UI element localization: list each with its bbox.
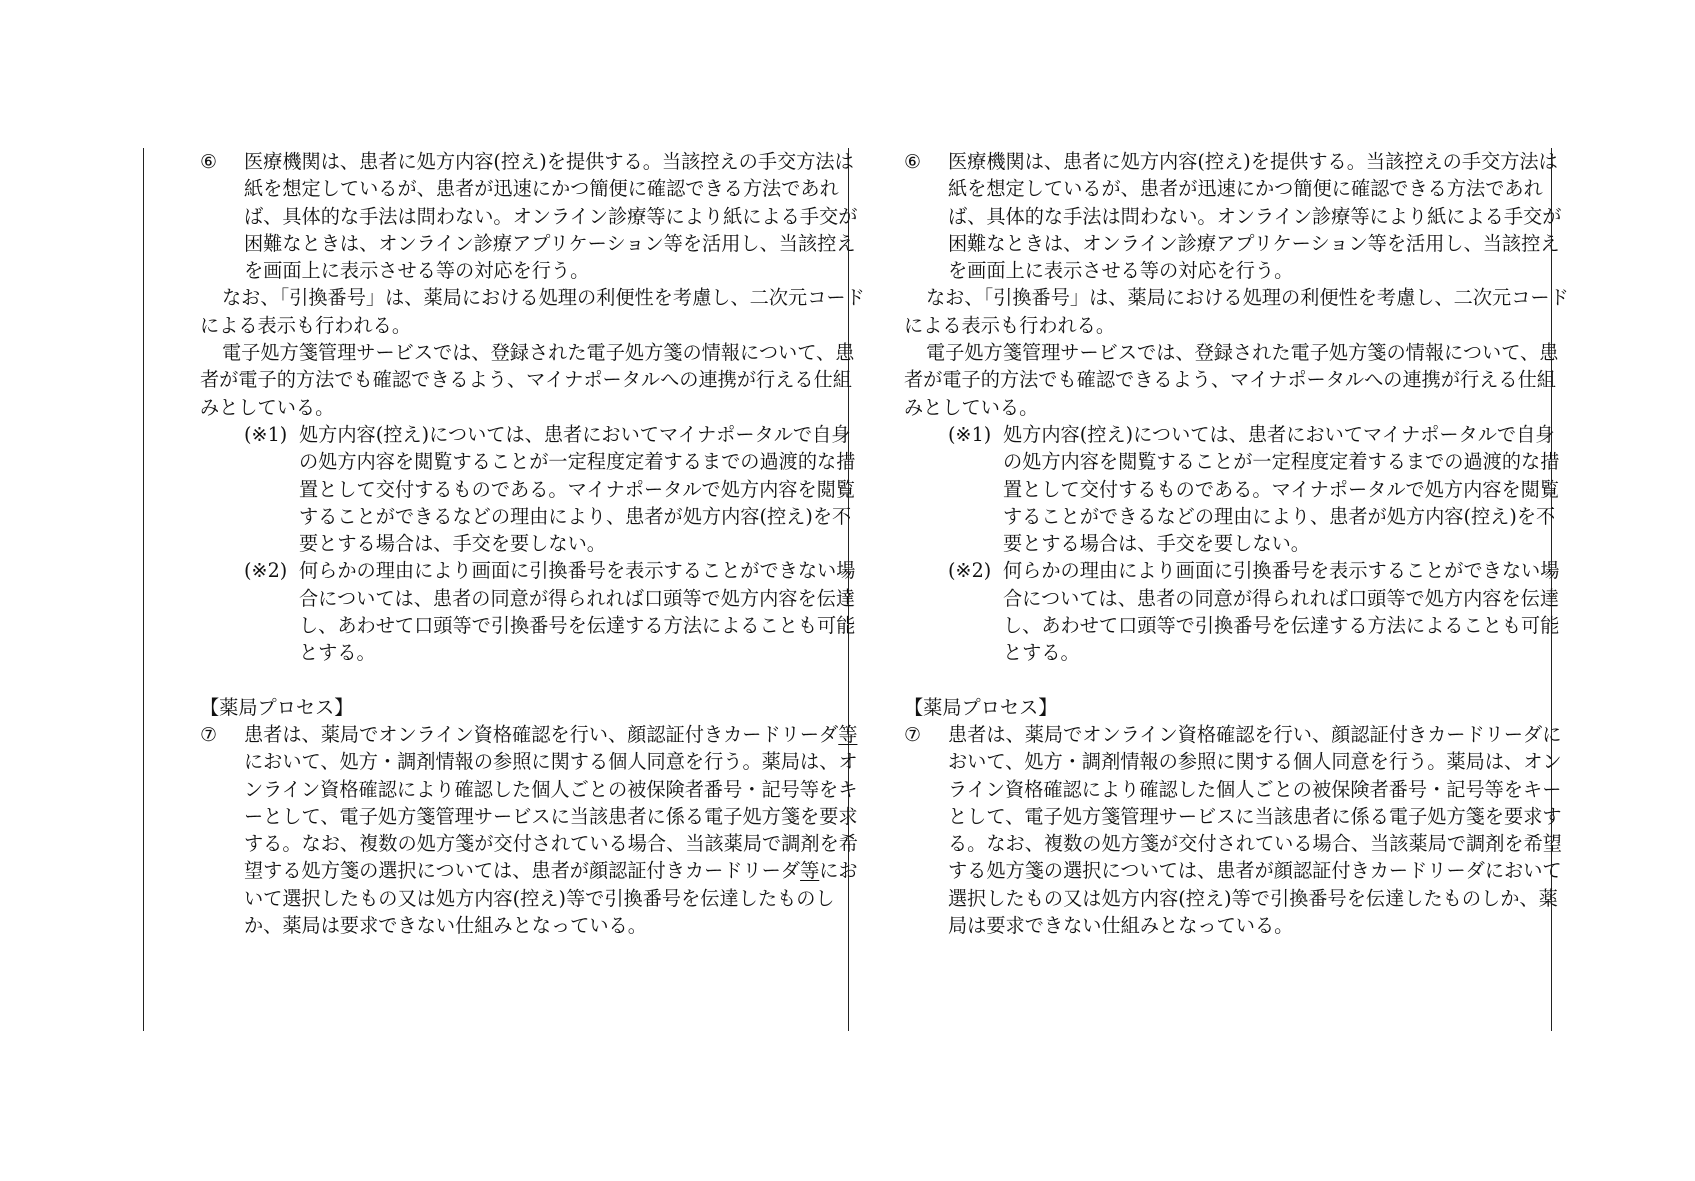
right-item-6-text: 医療機関は、患者に処方内容(控え)を提供する。当該控えの手交方法は紙を想定しているが、患者が迅速にかつ簡便に確認できる方法であれば、具体的な手法は問わない。オンライン診療等により紙による手交が困難なときは、オンライン診療アプリケーション等を活用し、当該控えを画面上に表示させる等の対応を行う。 — [948, 150, 1562, 283]
left-item-7 — [200, 721, 866, 939]
right-item-7-number: ⑦ — [904, 722, 922, 746]
right-item-6 — [904, 148, 1570, 284]
right-paragraph-exchange-number: なお、「引換番号」は、薬局における処理の利便性を考慮し、二次元コードによる表示も行われる。 — [904, 286, 1569, 337]
left-note-2-text: 何らかの理由により画面に引換番号を表示することができない場合については、患者の同意が得られれば口頭等で処方内容を伝達し、あわせて口頭等で引換番号を伝達する方法によることも可能とする。 — [299, 559, 856, 665]
left-item-6-number: ⑥ — [200, 150, 218, 173]
right-column — [904, 148, 1570, 939]
left-item-7-number: ⑦ — [200, 722, 218, 746]
right-note-1-label: (※1) — [948, 422, 992, 446]
right-note-1 — [948, 421, 1570, 557]
left-item-7-text-part-2: において、処方・調剤情報の参照に関する個人同意を行う。薬局は、オンライン資格確認により確認した個人ごとの被保険者番号・記号等をキーとして、電子処方箋管理サービスに当該患者に係る電子処方箋を要求する。なお、複数の処方箋が交付されている場合、当該薬局で調剤を希望する処方箋の選択については、患者が顔認証付きカードリーダ — [244, 750, 858, 883]
left-column — [200, 148, 866, 939]
left-column-rule — [143, 148, 144, 1031]
left-item-7-underlined-2: 等 — [800, 859, 820, 883]
left-note-2-label: (※2) — [244, 559, 288, 583]
left-section-heading: 【薬局プロセス】 — [200, 695, 354, 719]
left-note-1-text: 処方内容(控え)については、患者においてマイナポータルで自身の処方内容を閲覧することが一定程度定着するまでの過渡的な措置として交付するものである。マイナポータルで処方内容を閲覧することができるなどの理由により、患者が処方内容(控え)を不要とする場合は、手交を要しない。 — [299, 422, 856, 556]
left-note-1 — [244, 421, 866, 557]
right-paragraph-mynaportal: 電子処方箋管理サービスでは、登録された電子処方箋の情報について、患者が電子的方法でも確認できるよう、マイナポータルへの連携が行える仕組みとしている。 — [904, 341, 1559, 419]
left-item-7-underlined-1: 等 — [838, 722, 858, 746]
right-note-2-label: (※2) — [948, 559, 992, 583]
left-paragraph-exchange-number: なお、「引換番号」は、薬局における処理の利便性を考慮し、二次元コードによる表示も行われる。 — [200, 286, 865, 337]
left-item-7-text-part-1: 患者は、薬局でオンライン資格確認を行い、顔認証付きカードリーダ — [244, 722, 839, 746]
left-paragraph-mynaportal: 電子処方箋管理サービスでは、登録された電子処方箋の情報について、患者が電子的方法でも確認できるよう、マイナポータルへの連携が行える仕組みとしている。 — [200, 341, 855, 419]
right-section-heading: 【薬局プロセス】 — [904, 695, 1058, 719]
left-item-7-text-part-3: において選択したもの又は処方内容(控え)等で引換番号を伝達したものしか、薬局は要求できない仕組みとなっている。 — [244, 859, 858, 938]
right-item-6-number: ⑥ — [904, 150, 922, 173]
left-item-6-text: 医療機関は、患者に処方内容(控え)を提供する。当該控えの手交方法は紙を想定しているが、患者が迅速にかつ簡便に確認できる方法であれば、具体的な手法は問わない。オンライン診療等により紙による手交が困難なときは、オンライン診療アプリケーション等を活用し、当該控えを画面上に表示させる等の対応を行う。 — [244, 150, 858, 283]
left-item-7-text — [244, 721, 866, 939]
left-item-6 — [200, 148, 866, 284]
left-note-2 — [244, 557, 866, 666]
right-note-2-text: 何らかの理由により画面に引換番号を表示することができない場合については、患者の同意が得られれば口頭等で処方内容を伝達し、あわせて口頭等で引換番号を伝達する方法によることも可能とする。 — [1003, 559, 1560, 665]
right-item-7 — [904, 721, 1570, 939]
right-note-1-text: 処方内容(控え)については、患者においてマイナポータルで自身の処方内容を閲覧することが一定程度定着するまでの過渡的な措置として交付するものである。マイナポータルで処方内容を閲覧することができるなどの理由により、患者が処方内容(控え)を不要とする場合は、手交を要しない。 — [1003, 422, 1560, 556]
right-note-2 — [948, 557, 1570, 666]
left-note-1-label: (※1) — [244, 422, 288, 446]
right-item-7-text: 患者は、薬局でオンライン資格確認を行い、顔認証付きカードリーダにおいて、処方・調剤情報の参照に関する個人同意を行う。薬局は、オンライン資格確認により確認した個人ごとの被保険者番号・記号等をキーとして、電子処方箋管理サービスに当該患者に係る電子処方箋を要求する。なお、複数の処方箋が交付されている場合、当該薬局で調剤を希望する処方箋の選択については、患者が顔認証付きカードリーダにおいて選択したもの又は処方内容(控え)等で引換番号を伝達したものしか、薬局は要求できない仕組みとなっている。 — [948, 722, 1562, 938]
